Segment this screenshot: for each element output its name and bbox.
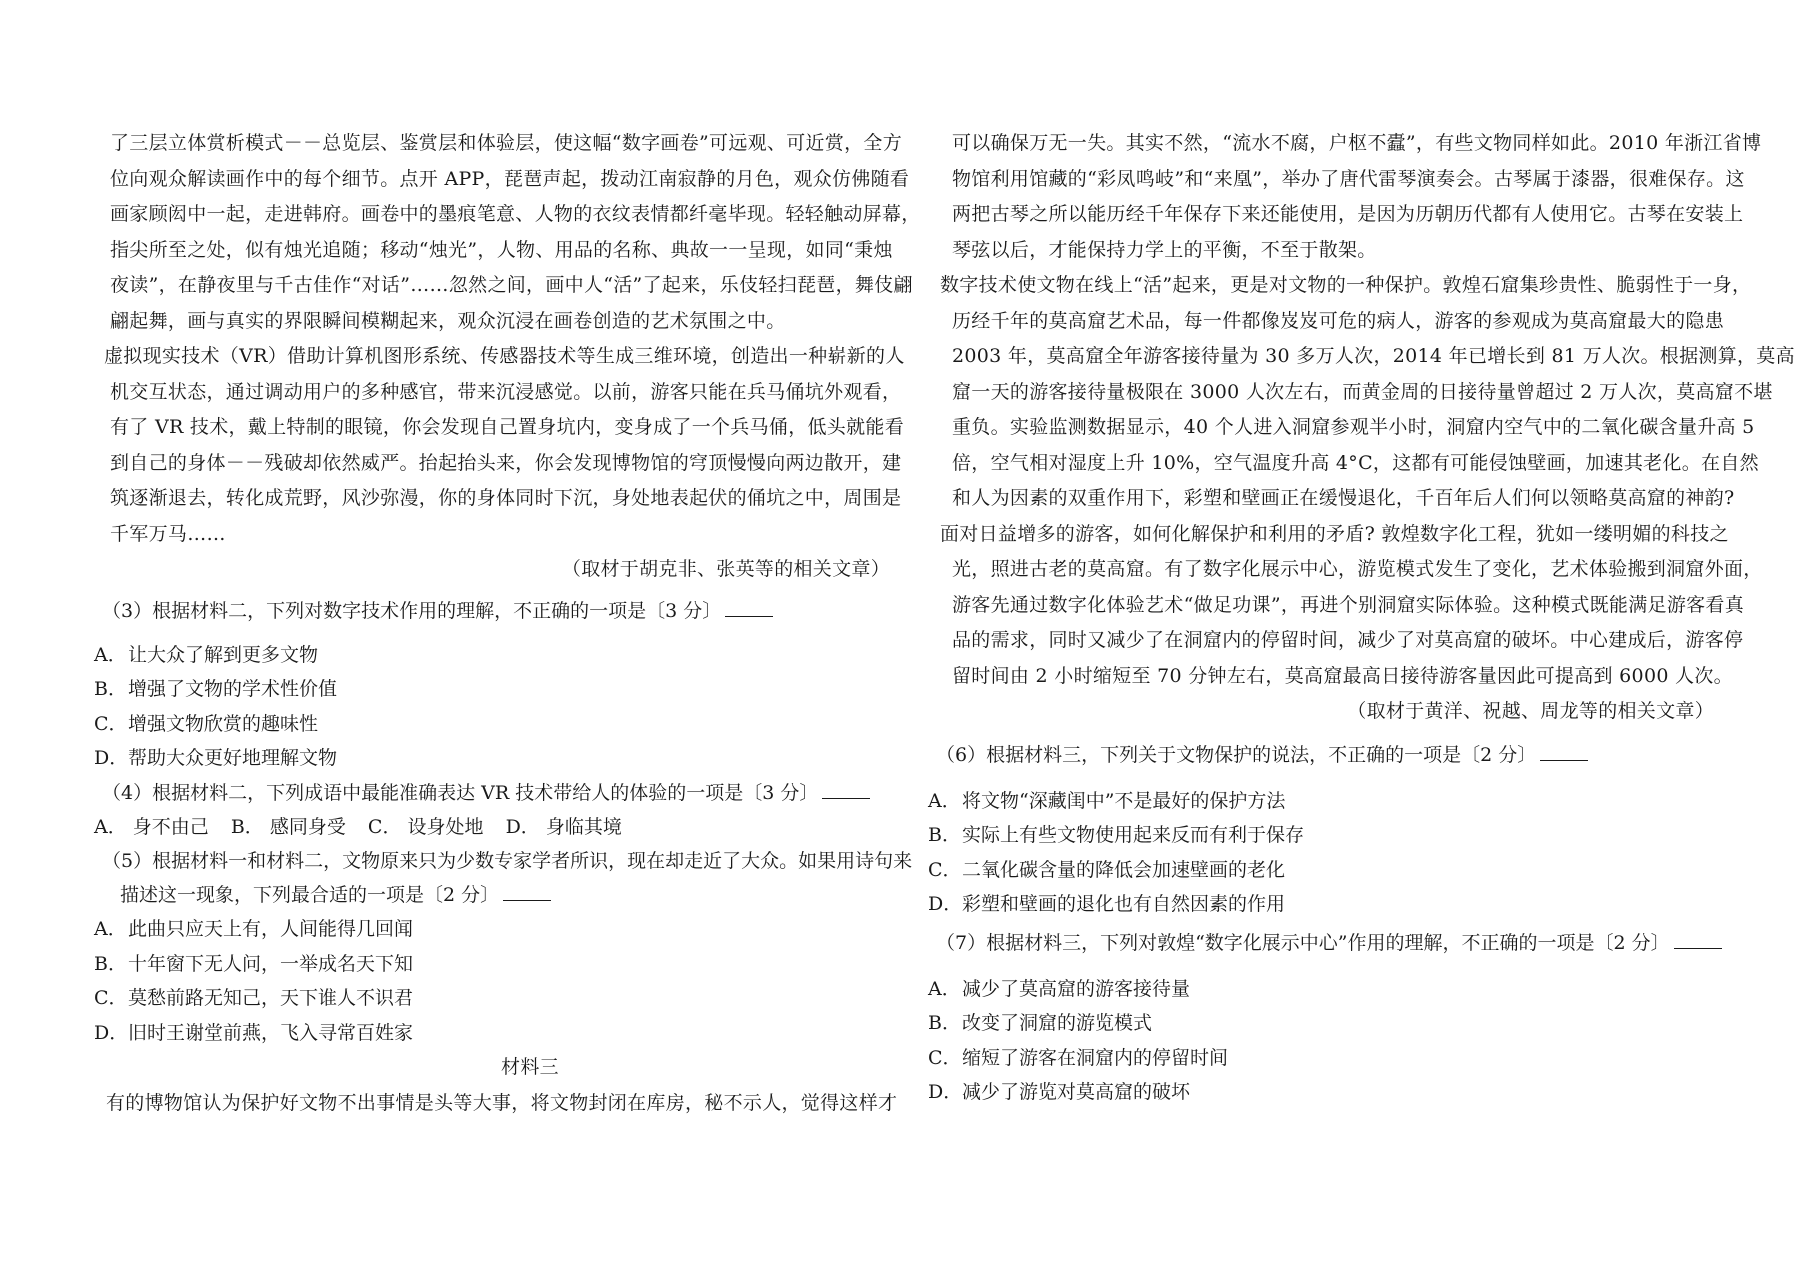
text-line: 数字技术使文物在线上“活”起来，更是对文物的一种保护。敦煌石窟集珍贵性、脆弱性于一身， (940, 274, 1752, 296)
option-c: C．莫愁前路无知己，天下谁人不识君 (94, 987, 414, 1009)
text-line: 和人为因素的双重作用下，彩塑和壁画正在缓慢退化，千百年后人们何以领略莫高窟的神韵? (952, 487, 1735, 509)
option-c: C． 设身处地 (367, 815, 484, 838)
question-stem: （3）根据材料二，下列对数字技术作用的理解，不正确的一项是〔3 分〕 (102, 599, 722, 622)
option-a: A．将文物“深藏闺中”不是最好的保护方法 (928, 789, 1286, 812)
question-stem: 描述这一现象，下列最合适的一项是〔2 分〕 (120, 884, 500, 906)
source-citation: （取材于胡克非、张英等的相关文章） (561, 558, 890, 580)
question-7 (928, 926, 1720, 1110)
text-line: 历经千年的莫高窟艺术品，每一件都像岌岌可危的病人，游客的参观成为莫高窟最大的隐患 (952, 309, 1725, 332)
text-line: 到自己的身体－－残破却依然威严。抬起抬头来，你会发现博物馆的穹顶慢慢向两边散开，建 (110, 451, 902, 474)
right-column (928, 126, 1795, 1110)
option-a: A．减少了莫高窟的游客接待量 (928, 977, 1191, 1000)
text-line: 千军万马…… (110, 522, 226, 545)
answer-blank[interactable] (503, 886, 551, 901)
text-line: 筑逐渐退去，转化成荒野，风沙弥漫，你的身体同时下沉，身处地表起伏的俑坑之中，周围是 (110, 487, 902, 509)
passage-paragraph (940, 126, 1762, 268)
question-stem: （4）根据材料二，下列成语中最能准确表达 VR 技术带给人的体验的一项是〔3 分〕 (102, 781, 819, 804)
text-line: 倍，空气相对湿度上升 10%，空气温度升高 4°C，这都有可能侵蚀壁画，加速其老化。在自然 (952, 451, 1759, 474)
text-line: 夜读”，在静夜里与千古佳作“对话”……忽然之间，画中人“活”了起来，乐伎轻扫琵琶，舞伎翩 (110, 274, 913, 296)
passage-paragraph (940, 517, 1763, 695)
text-line: 机交互状态，通过调动用户的多种感官，带来沉浸感觉。以前，游客只能在兵马俑坑外观看， (110, 380, 902, 403)
text-line: 有的博物馆认为保护好文物不出事情是头等大事，将文物封闭在库房，秘不示人，觉得这样才 (106, 1091, 898, 1114)
option-b: B． 感同身受 (230, 815, 346, 838)
option-b: B．改变了洞窟的游览模式 (928, 1012, 1153, 1034)
question-5 (94, 844, 913, 1050)
answer-blank[interactable] (1674, 934, 1722, 949)
option-a: A．此曲只应天上有，人间能得几回闻 (94, 918, 414, 940)
option-d: D． 身临其境 (505, 815, 622, 838)
option-a: A． 身不由己 (94, 815, 209, 838)
option-b: B．增强了文物的学术性价值 (94, 678, 338, 700)
question-6 (928, 738, 1720, 922)
answer-blank[interactable] (725, 602, 773, 617)
text-line: 位向观众解读画作中的每个细节。点开 APP，琵琶声起，拨动江南寂静的月色，观众仿佛随看 (110, 167, 910, 190)
source-citation: （取材于黄洋、祝越、周龙等的相关文章） (1347, 700, 1714, 722)
passage-paragraph (104, 339, 910, 552)
question-stem: （7）根据材料三，下列对敦煌“数字化展示中心”作用的理解，不正确的一项是〔2 分〕 (936, 931, 1670, 954)
question-stem: （5）根据材料一和材料二，文物原来只为少数专家学者所识，现在却走近了大众。如果用诗句来 (102, 850, 913, 872)
option-c: C．二氧化碳含量的降低会加速壁画的老化 (928, 858, 1286, 881)
text-line: 留时间由 2 小时缩短至 70 分钟左右，莫高窟最高日接待游客量因此可提高到 6000 人次。 (952, 664, 1733, 687)
text-line: 画家顾闳中一起，走进韩府。画卷中的墨痕笔意、人物的衣纹表情都纤毫毕现。轻轻触动屏幕， (110, 203, 921, 225)
answer-blank[interactable] (1540, 746, 1588, 761)
option-d: D．彩塑和壁画的退化也有自然因素的作用 (928, 893, 1286, 915)
text-line: 物馆利用馆藏的“彩凤鸣岐”和“来凰”，举办了唐代雷琴演奏会。古琴属于漆器，很难保存。这 (952, 167, 1745, 190)
passage-paragraph (110, 126, 921, 339)
text-line: 有了 VR 技术，戴上特制的眼镜，你会发现自己置身坑内，变身成了一个兵马俑，低头就能看 (110, 416, 905, 438)
text-line: 光，照进古老的莫高窟。有了数字化展示中心，游览模式发生了变化，艺术体验搬到洞窟外面， (952, 558, 1763, 580)
option-c: C．增强文物欣赏的趣味性 (94, 712, 319, 735)
text-line: 两把古琴之所以能历经千年保存下来还能使用，是因为历朝历代都有人使用它。古琴在安装上 (952, 203, 1744, 225)
text-line: 品的需求，同时又减少了在洞窟内的停留时间，减少了对莫高窟的破坏。中心建成后，游客停 (952, 629, 1744, 651)
text-line: 游客先通过数字化体验艺术“做足功课”，再进个别洞窟实际体验。这种模式既能满足游客看真 (952, 593, 1745, 616)
text-line: 面对日益增多的游客，如何化解保护和利用的矛盾? 敦煌数字化工程，犹如一缕明媚的科技之 (940, 522, 1729, 545)
option-c: C．缩短了游客在洞窟内的停留时间 (928, 1046, 1229, 1069)
text-line: 虚拟现实技术（VR）借助计算机图形系统、传感器技术等生成三维环境，创造出一种崭新的人 (104, 345, 905, 367)
left-column (94, 126, 921, 1121)
text-line: 重负。实验监测数据显示，40 个人进入洞窟参观半小时，洞窟内空气中的二氧化碳含量升高 5 (952, 416, 1755, 438)
text-line: 窟一天的游客接待量极限在 3000 人次左右，而黄金周的日接待量曾超过 2 万人次，莫高窟不堪 (952, 380, 1773, 403)
answer-blank[interactable] (822, 784, 870, 799)
text-line: 2003 年，莫高窟全年游客接待量为 30 多万人次，2014 年已增长到 81 万人次。根据测算，莫高 (952, 345, 1795, 367)
options-inline (94, 810, 910, 845)
option-d: D．减少了游览对莫高窟的破坏 (928, 1081, 1191, 1103)
question-3 (94, 594, 910, 776)
question-stem: （6）根据材料三，下列关于文物保护的说法，不正确的一项是〔2 分〕 (936, 743, 1537, 766)
text-line: 翩起舞，画与真实的界限瞬间模糊起来，观众沉浸在画卷创造的艺术氛围之中。 (110, 309, 786, 332)
option-d: D．旧时王谢堂前燕，飞入寻常百姓家 (94, 1021, 414, 1044)
text-line: 琴弦以后，才能保持力学上的平衡，不至于散架。 (952, 238, 1377, 261)
option-a: A．让大众了解到更多文物 (94, 643, 319, 666)
section-heading: 材料三 (501, 1056, 559, 1078)
option-b: B．实际上有些文物使用起来反而有利于保存 (928, 824, 1305, 846)
passage-paragraph (940, 268, 1795, 517)
option-d: D．帮助大众更好地理解文物 (94, 747, 338, 769)
option-b: B．十年窗下无人问，一举成名天下知 (94, 952, 414, 975)
question-4 (94, 776, 910, 845)
text-line: 了三层立体赏析模式－－总览层、鉴赏层和体验层，使这幅“数字画卷”可远观、可近赏，全方 (110, 132, 903, 154)
text-line: 可以确保万无一失。其实不然，“流水不腐，户枢不蠹”，有些文物同样如此。2010 年浙江省博 (952, 132, 1762, 154)
text-line: 指尖所至之处，似有烛光追随；移动“烛光”，人物、用品的名称、典故一一呈现，如同“秉烛 (110, 238, 893, 261)
